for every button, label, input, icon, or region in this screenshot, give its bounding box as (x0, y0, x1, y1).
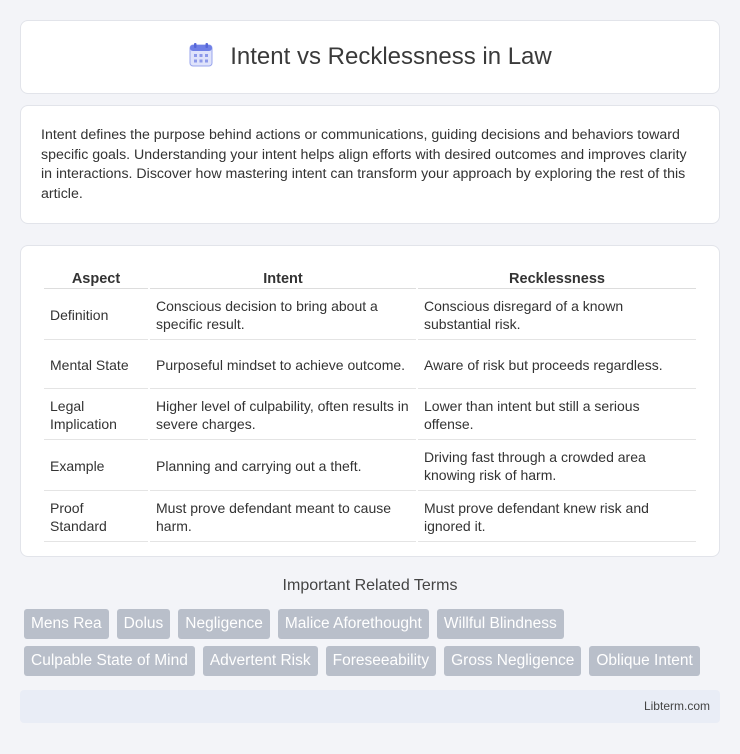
cell-intent: Conscious decision to bring about a specific result. (150, 291, 416, 340)
tag-dolus[interactable]: Dolus (117, 609, 171, 639)
footer-site-link[interactable]: Libterm.com (643, 699, 710, 713)
tag-advertent-risk[interactable]: Advertent Risk (203, 646, 318, 676)
tag-oblique-intent[interactable]: Oblique Intent (589, 646, 700, 676)
table-row (44, 442, 696, 491)
comparison-table (42, 265, 698, 544)
cell-aspect: Legal Implication (44, 391, 148, 440)
related-terms-heading: Important Related Terms (282, 577, 458, 594)
table-row (44, 291, 696, 340)
cell-aspect: Mental State (44, 342, 148, 389)
calendar-icon (188, 42, 214, 73)
page-title: Intent vs Recklessness in Law (230, 43, 552, 70)
cell-aspect: Example (44, 442, 148, 491)
table-row (44, 342, 696, 389)
cell-recklessness: Conscious disregard of a known substantial risk. (418, 291, 696, 340)
related-terms-row-2 (24, 646, 724, 676)
cell-recklessness: Driving fast through a crowded area knowing risk of harm. (418, 442, 696, 491)
header-card (20, 20, 720, 94)
cell-intent: Planning and carrying out a theft. (150, 442, 416, 491)
table-header-row (44, 267, 696, 289)
cell-intent: Higher level of culpability, often results in severe charges. (150, 391, 416, 440)
header-intent: Intent (150, 267, 416, 289)
cell-intent: Must prove defendant meant to cause harm. (150, 493, 416, 542)
tag-gross-negligence[interactable]: Gross Negligence (444, 646, 581, 676)
table-row (44, 493, 696, 542)
header-aspect: Aspect (44, 267, 148, 289)
tag-culpable-state-of-mind[interactable]: Culpable State of Mind (24, 646, 195, 676)
tag-mens-rea[interactable]: Mens Rea (24, 609, 109, 639)
cell-recklessness: Lower than intent but still a serious offense. (418, 391, 696, 440)
comparison-card (20, 245, 720, 557)
cell-aspect: Definition (44, 291, 148, 340)
intro-card (20, 105, 720, 224)
cell-recklessness: Aware of risk but proceeds regardless. (418, 342, 696, 389)
cell-aspect: Proof Standard (44, 493, 148, 542)
header-recklessness: Recklessness (418, 267, 696, 289)
cell-recklessness: Must prove defendant knew risk and ignored it. (418, 493, 696, 542)
related-terms-row-1 (24, 609, 724, 639)
cell-intent: Purposeful mindset to achieve outcome. (150, 342, 416, 389)
tag-malice-aforethought[interactable]: Malice Aforethought (278, 609, 429, 639)
tag-foreseeability[interactable]: Foreseeability (326, 646, 437, 676)
intro-paragraph: Intent defines the purpose behind actions or communications, guiding decisions and behaviors toward specific goals. Understanding your intent helps align efforts with desired outcomes and improves clarity in interactions. Discover how mastering intent can transform your approach by exploring the rest of this article. (41, 127, 687, 202)
table-row (44, 391, 696, 440)
tag-negligence[interactable]: Negligence (178, 609, 270, 639)
tag-willful-blindness[interactable]: Willful Blindness (437, 609, 564, 639)
footer-bar (20, 690, 720, 723)
